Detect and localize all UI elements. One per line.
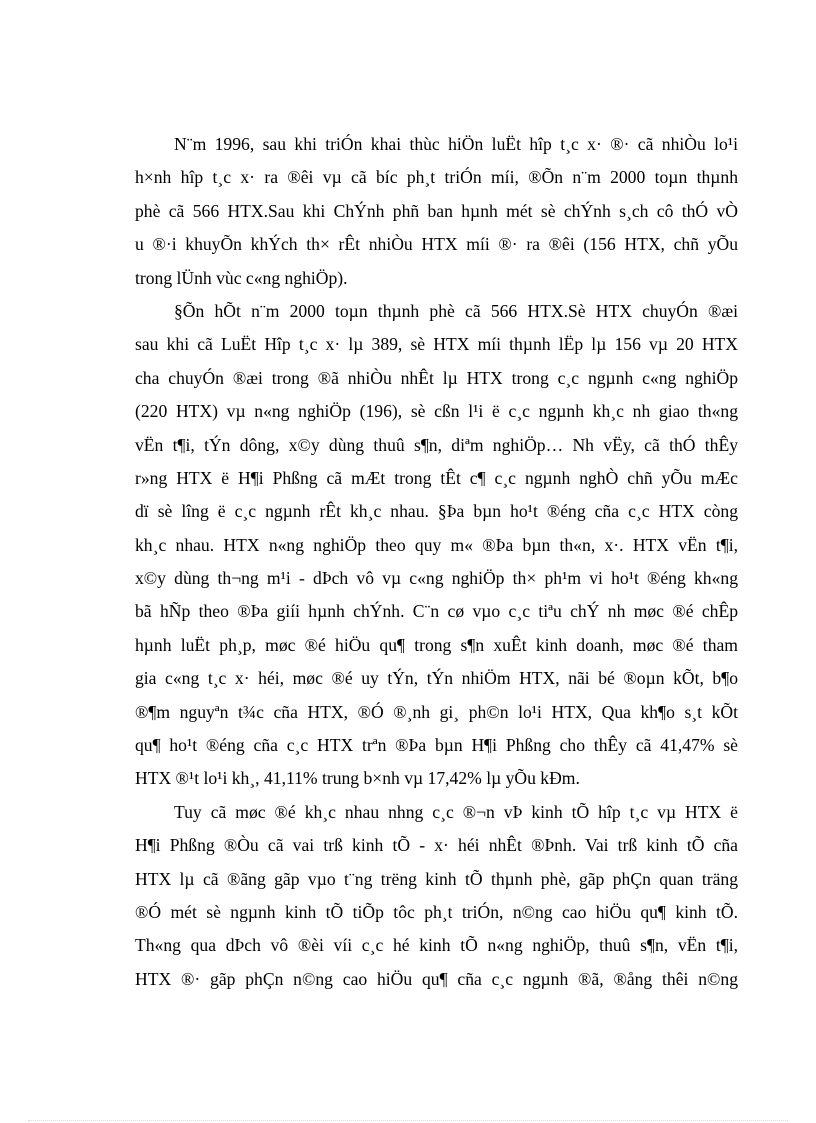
text-line: hµnh luËt ph¸p, møc ®é hiÖu qu¶ trong s¶n xuÊt kinh doanh, møc ®é tham [135, 634, 738, 655]
text-line: dï sè lîng ë c¸c ngµnh rÊt kh¸c nhau. §Þa bµn ho¹t ®éng cña c¸c HTX còng [135, 501, 738, 522]
text-line: H¶i Phßng ®Òu cã vai trß kinh tÕ - x· héi nhÊt ®Þnh. Vai trß kinh tÕ cña [135, 835, 738, 856]
text-line: gia c«ng t¸c x· héi, møc ®é uy tÝn, tÝn nhiÖm HTX, nãi bé ®oµn kÕt, b¶o [135, 668, 738, 689]
text-line: HTX ®· gãp phÇn n©ng cao hiÖu qu¶ cña c¸c ngµnh ®ã, ®ång thêi n©ng [135, 968, 738, 989]
text-line: r»ng HTX ë H¶i Phßng cã mÆt trong tÊt c¶ c¸c ngµnh nghÒ chñ yÕu mÆc [135, 467, 738, 488]
text-line: Tuy cã møc ®é kh¸c nhau nhng c¸c ®¬n vÞ kinh tÕ hîp t¸c vµ HTX ë [174, 801, 738, 822]
text-line: cha chuyÓn ®æi trong ®ã nhiÒu nhÊt lµ HTX trong c¸c ngµnh c«ng nghiÖp [135, 367, 738, 388]
text-line: ®¶m nguyªn t¾c cña HTX, ®Ó ®¸nh gi¸ ph©n lo¹i HTX, Qua kh¶o s¸t kÕt [135, 701, 738, 722]
page-bottom-rule [28, 1120, 788, 1121]
body-text [135, 128, 738, 996]
text-line: ®Ó mét sè ngµnh kinh tÕ tiÕp tôc ph¸t triÓn, n©ng cao hiÖu qu¶ kinh tÕ. [135, 901, 738, 922]
text-line: N¨m 1996, sau khi triÓn khai thùc hiÖn luËt hîp t¸c x· ®· cã nhiÒu lo¹i [174, 134, 738, 154]
text-line: HTX ®¹t lo¹i kh¸, 41,11% trung b×nh vµ 17,42% lµ yÕu kÐm. [135, 768, 580, 789]
text-line: trong lÜnh vùc c«ng nghiÖp). [135, 267, 348, 288]
text-line: HTX lµ cã ®ãng gãp vµo t¨ng trëng kinh tÕ thµnh phè, gãp phÇn quan träng [135, 868, 738, 889]
text-line: vËn t¶i, tÝn dông, x©y dùng thuû s¶n, diªm nghiÖp… Nh vËy, cã thÓ thÊy [135, 434, 738, 455]
text-line: phè cã 566 HTX.Sau khi ChÝnh phñ ban hµnh mét sè chÝnh s¸ch cô thÓ vÒ [135, 200, 738, 221]
text-line: kh¸c nhau. HTX n«ng nghiÖp theo quy m« ®Þa bµn th«n, x·. HTX vËn t¶i, [135, 534, 738, 555]
text-line: bã hÑp theo ®Þa giíi hµnh chÝnh. C¨n cø vµo c¸c tiªu chÝ nh møc ®é chÊp [135, 601, 738, 622]
text-line: sau khi cã LuËt Hîp t¸c x· lµ 389, sè HTX míi thµnh lËp lµ 156 vµ 20 HTX [135, 334, 738, 355]
text-line: §Õn hÕt n¨m 2000 toµn thµnh phè cã 566 HTX.Sè HTX chuyÓn ®æi [174, 300, 738, 321]
text-line: Th«ng qua dÞch vô ®èi víi c¸c hé kinh tÕ n«ng nghiÖp, thuû s¶n, vËn t¶i, [135, 935, 738, 956]
text-line: (220 HTX) vµ n«ng nghiÖp (196), sè cßn l¹i ë c¸c ngµnh kh¸c nh giao th«ng [135, 401, 738, 422]
text-line: qu¶ ho¹t ®éng cña c¸c HTX trªn ®Þa bµn H¶i Phßng cho thÊy cã 41,47% sè [135, 735, 738, 756]
text-line: h×nh hîp t¸c x· ra ®êi vµ cã bíc ph¸t triÓn míi, ®Õn n¨m 2000 toµn thµnh [135, 167, 738, 188]
text-line: u ®·i khuyÕn khÝch th× rÊt nhiÒu HTX míi ®· ra ®êi (156 HTX, chñ yÕu [135, 234, 738, 255]
text-line: x©y dùng th¬ng m¹i - dÞch vô vµ c«ng nghiÖp th× ph¹m vi ho¹t ®éng kh«ng [135, 568, 738, 589]
